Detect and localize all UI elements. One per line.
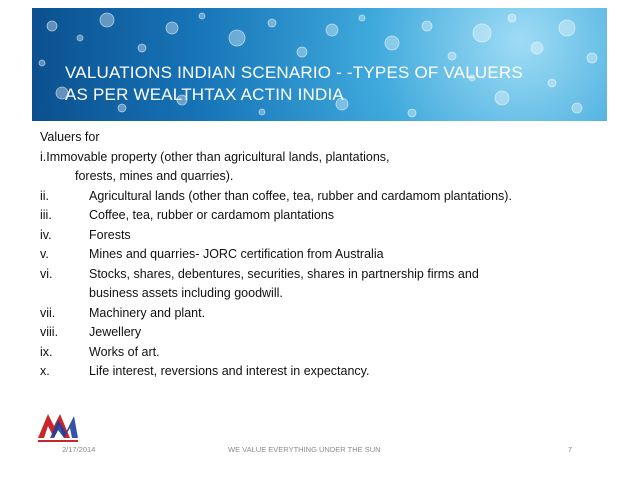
item-text: Mines and quarries- JORC certification from Australia xyxy=(89,247,384,261)
item-text: Forests xyxy=(89,227,131,242)
item-text: Stocks, shares, debentures, securities, shares in partnership firms and xyxy=(89,266,479,281)
list-item xyxy=(40,226,600,246)
list-item xyxy=(40,206,600,226)
valuers-list xyxy=(40,128,600,382)
item-number: vi. xyxy=(40,266,53,281)
item-number: vii. xyxy=(40,305,56,320)
list-item xyxy=(40,304,600,324)
item-number: viii. xyxy=(40,325,59,339)
list-item xyxy=(40,187,600,207)
item-number: iv. xyxy=(40,227,52,242)
item-number: ii. xyxy=(40,188,50,203)
title-line-1: VALUATIONS INDIAN SCENARIO - -TYPES OF VALUERS xyxy=(65,63,523,82)
item-number: iii. xyxy=(40,208,52,222)
slide-title xyxy=(65,62,585,106)
list-item xyxy=(40,323,600,343)
item-text: Jewellery xyxy=(89,325,142,339)
slide xyxy=(32,8,607,463)
valuers-logo-icon xyxy=(36,408,80,449)
item-number: ix. xyxy=(40,344,53,359)
item-number: v. xyxy=(40,247,49,261)
item-text: Coffee, tea, rubber or cardamom plantations xyxy=(89,208,335,222)
list-item-continuation: business assets including goodwill. xyxy=(89,286,283,300)
title-line-2: AS PER WEALTHTAX ACTIN INDIA xyxy=(65,85,344,104)
item-text: Machinery and plant. xyxy=(89,305,206,320)
list-item xyxy=(40,245,600,265)
title-banner xyxy=(32,8,607,121)
footer-date: 2/17/2014 xyxy=(62,445,96,454)
list-item xyxy=(40,343,600,363)
item-number: x. xyxy=(40,364,50,378)
list-item xyxy=(40,362,600,382)
item-text: Works of art. xyxy=(89,344,160,359)
page-number: 7 xyxy=(568,445,573,454)
item-text: Life interest, reversions and interest in expectancy. xyxy=(89,364,370,378)
footer-tagline: WE VALUE EVERYTHING UNDER THE SUN xyxy=(228,445,381,454)
intro-text: Valuers for xyxy=(40,130,100,144)
item-text: Agricultural lands (other than coffee, tea, rubber and cardamom plantations). xyxy=(89,188,512,203)
list-item-continuation: forests, mines and quarries). xyxy=(75,169,234,183)
list-item: i.Immovable property (other than agricultural lands, plantations, xyxy=(40,149,390,164)
list-item xyxy=(40,265,600,285)
